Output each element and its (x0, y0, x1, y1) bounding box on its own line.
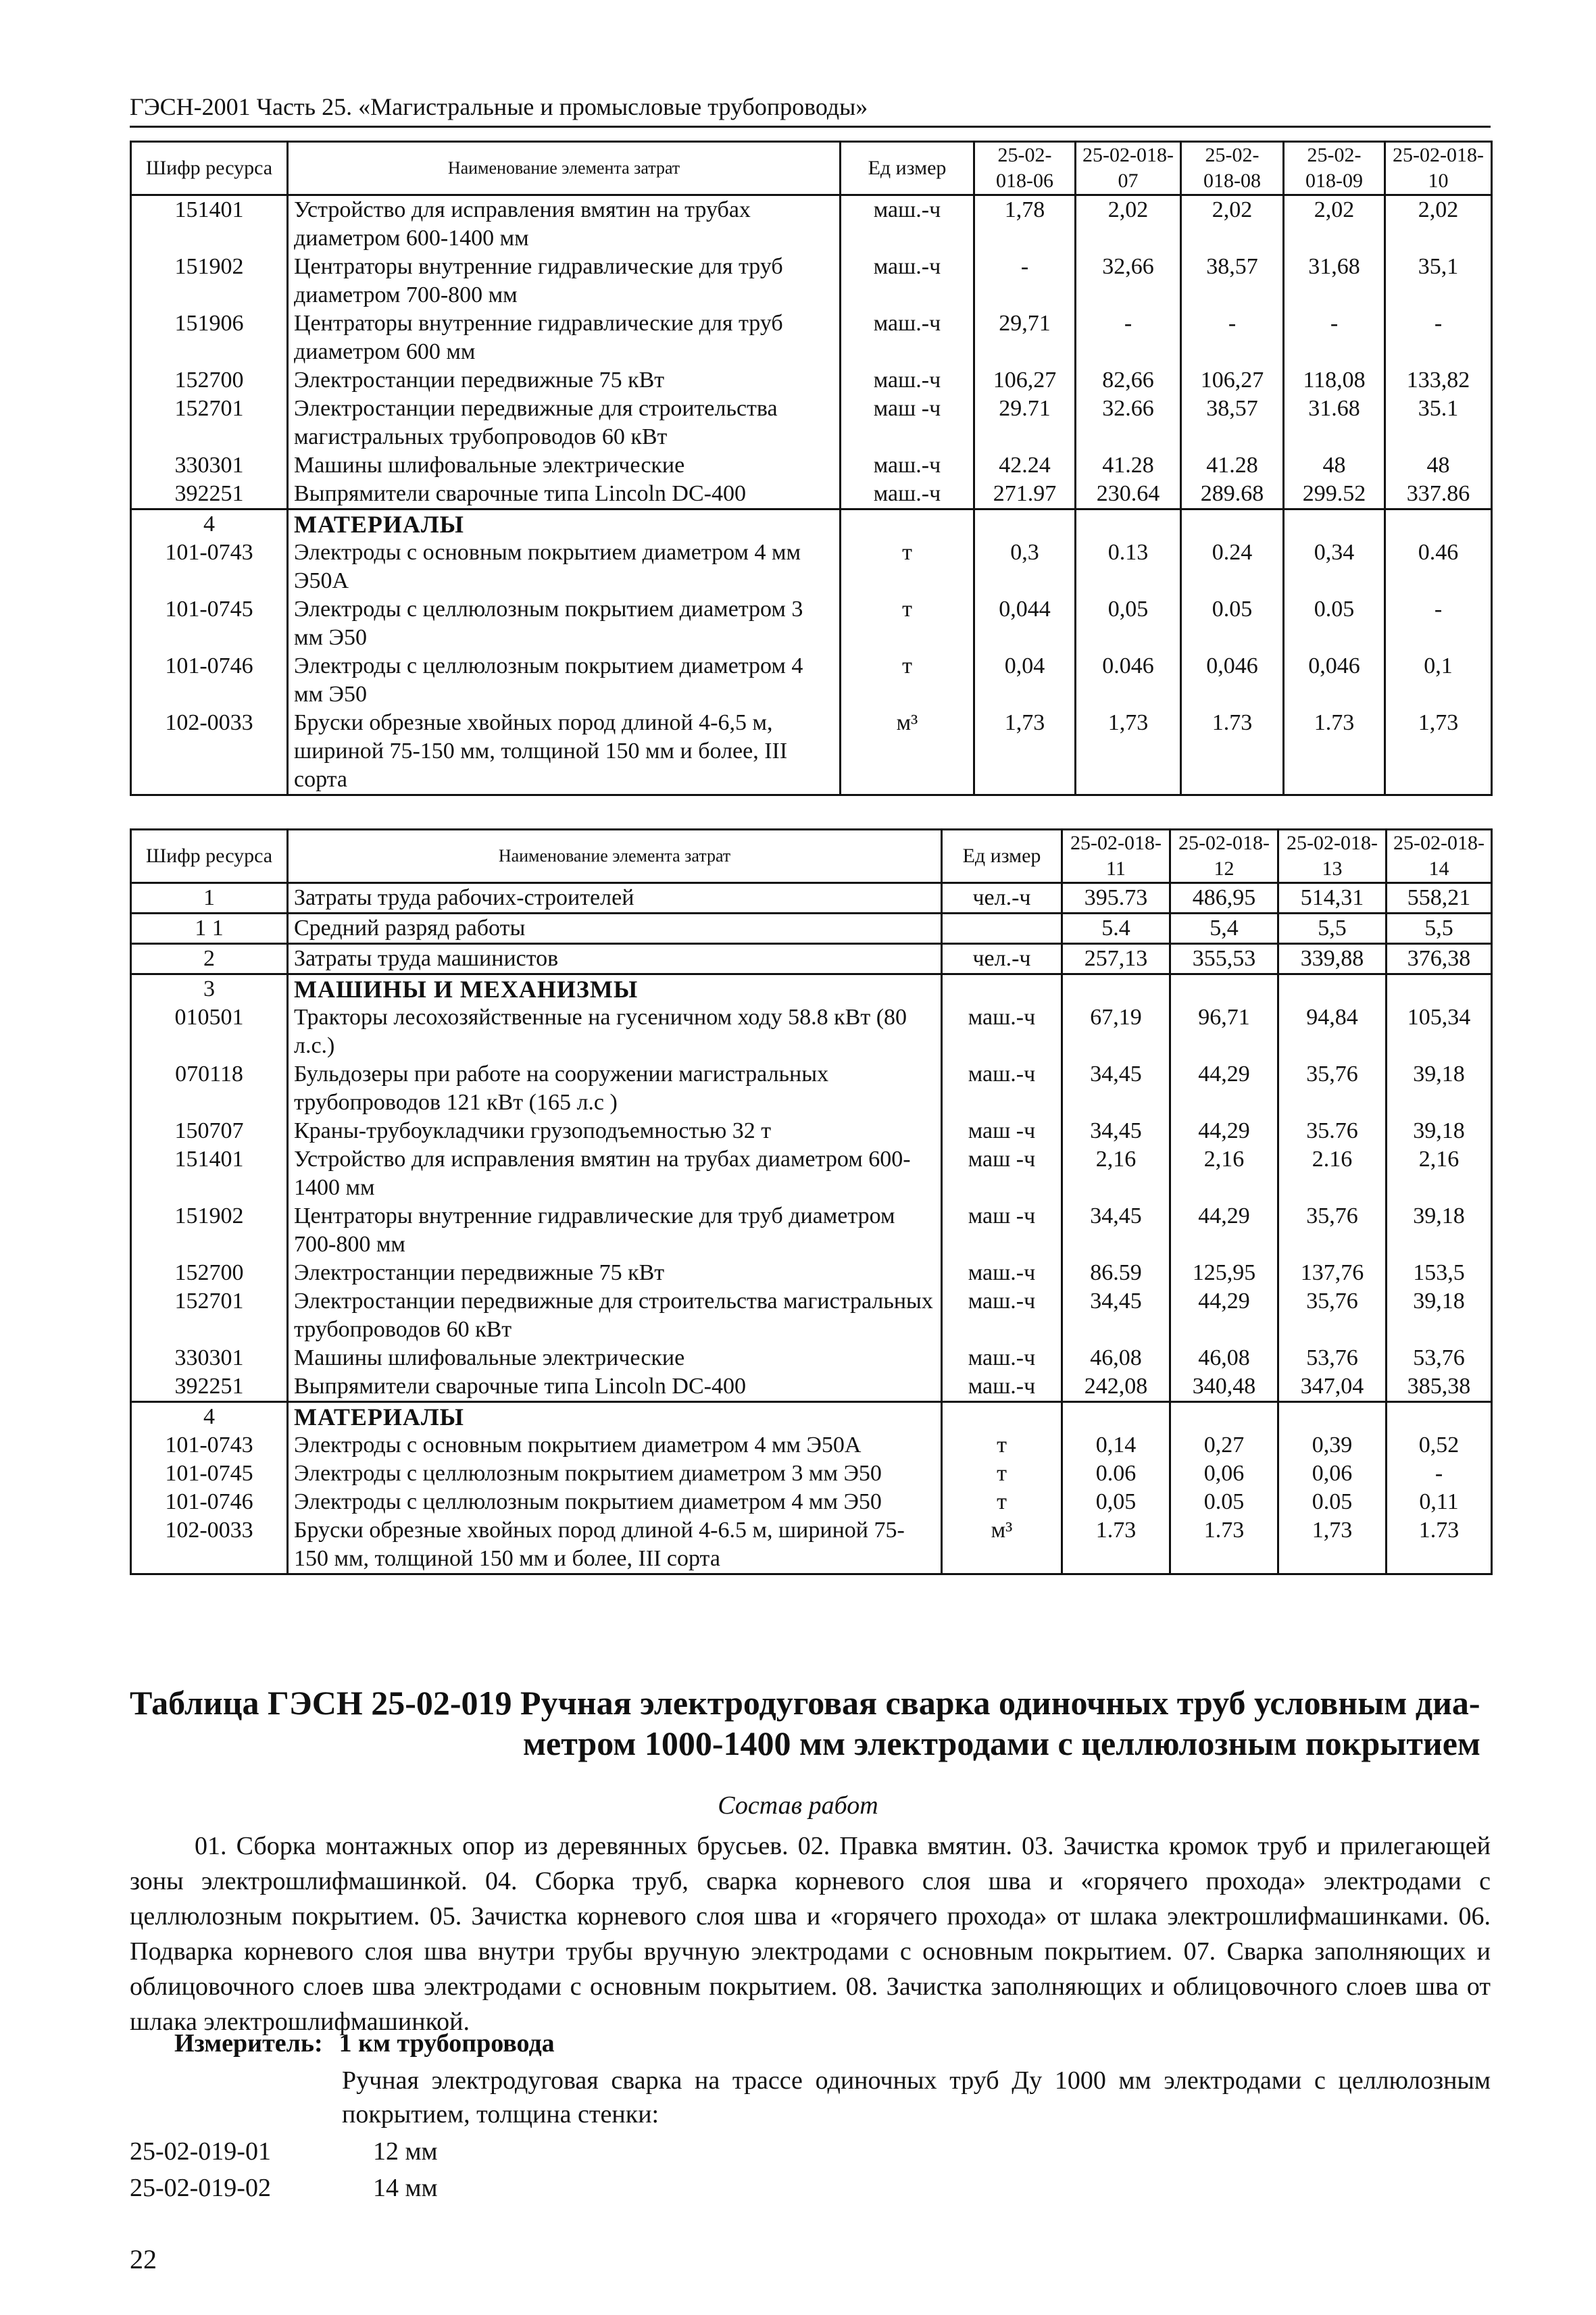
variant-code: 25-02-019-02 (130, 2174, 271, 2202)
norm-value: 2,16 (1387, 1145, 1492, 1202)
measure-label: Измеритель: (174, 2029, 323, 2058)
table-row (131, 395, 1492, 451)
header-resource-code: Шифр ресурса (131, 830, 288, 883)
norm-value: 395.73 (1062, 883, 1170, 914)
norm-value: 35.76 (1278, 1117, 1387, 1145)
norm-value: - (1385, 595, 1492, 652)
norm-value: 0.05 (1278, 1488, 1387, 1516)
norm-value: 347,04 (1278, 1372, 1387, 1402)
norm-value: 35,1 (1385, 253, 1492, 309)
norm-value: - (974, 253, 1076, 309)
resource-code: 151401 (131, 1145, 288, 1202)
unit: маш.-ч (942, 1344, 1062, 1372)
norm-value: 0,52 (1387, 1431, 1492, 1460)
norm-value: 118,08 (1284, 366, 1385, 395)
variant-value: 12 мм (373, 2137, 438, 2166)
norm-value (1170, 1402, 1278, 1432)
work-composition-text: 01. Сборка монтажных опор из деревянных брусьев. 02. Правка вмятин. 03. Зачистка кромок труб и прилегающей зоны электрошлифмашинкой. 04. Сборка труб, сварка корневого слоя шва и «горячего прохода» электродами с целлюлозным покрытием. 05. Зачистка корневого слоя шва и «горячего прохода» от шлака электрошлифмашинками. 06. Подварка корневого слоя шва внутри трубы вручную электродами с основным покрытием. 07. Сварка заполняющих и облицовочного слоев шва электродами с основным покрытием. 08. Зачистка заполняющих и облицовочного слоев шва от шлака электрошлифмашинкой. (130, 1832, 1491, 2036)
element-name: Средний разряд работы (288, 914, 942, 944)
resource-code: 392251 (131, 1372, 288, 1402)
element-name: Выпрямители сварочные типа Lincoln DC-400 (288, 480, 841, 509)
norm-value: 376,38 (1387, 944, 1492, 974)
norm-value: 67,19 (1062, 1003, 1170, 1060)
norm-value: 41.28 (1181, 451, 1284, 480)
norm-value: 31.68 (1284, 395, 1385, 451)
element-name: МАТЕРИАЛЫ (288, 1402, 942, 1432)
norm-value: 35,76 (1278, 1287, 1387, 1344)
header-divider (130, 126, 1491, 128)
table-row (131, 595, 1492, 652)
norm-value: 1,73 (1385, 709, 1492, 795)
resource-code: 151902 (131, 1202, 288, 1259)
table-row (131, 1259, 1492, 1287)
norm-value: 41.28 (1076, 451, 1181, 480)
norm-value: 1,73 (974, 709, 1076, 795)
element-name: Центраторы внутренние гидравлические для труб диаметром 700-800 мм (288, 253, 841, 309)
norm-value: 96,71 (1170, 1003, 1278, 1060)
resource-code: 102-0033 (131, 709, 288, 795)
resource-code: 101-0746 (131, 1488, 288, 1516)
resource-code: 392251 (131, 480, 288, 509)
norm-value: 0.05 (1284, 595, 1385, 652)
norm-value: 0,3 (974, 539, 1076, 595)
element-name: Электростанции передвижные для строительства магистральных трубопроводов 60 кВт (288, 395, 841, 451)
norm-value: 0,39 (1278, 1431, 1387, 1460)
resource-code: 150707 (131, 1117, 288, 1145)
variant-row (130, 2137, 438, 2166)
unit: маш.-ч (942, 1003, 1062, 1060)
norm-value: 46,08 (1170, 1344, 1278, 1372)
norm-value: - (1387, 1460, 1492, 1488)
resource-code: 152701 (131, 395, 288, 451)
table-row (131, 1516, 1492, 1574)
unit: маш.-ч (942, 1259, 1062, 1287)
norm-value: 5,5 (1387, 914, 1492, 944)
norm-value: 514,31 (1278, 883, 1387, 914)
element-name: Электроды с основным покрытием диаметром 4 мм Э50А (288, 1431, 942, 1460)
unit: маш.-ч (942, 1287, 1062, 1344)
norm-value: 34,45 (1062, 1117, 1170, 1145)
element-name: Тракторы лесохозяйственные на гусеничном ходу 58.8 кВт (80 л.с.) (288, 1003, 942, 1060)
unit: маш.-ч (942, 1372, 1062, 1402)
table-row (131, 1460, 1492, 1488)
header-norm-code: 25-02-018-06 (974, 142, 1076, 195)
norm-value: 0,046 (1284, 652, 1385, 709)
resource-code: 151902 (131, 253, 288, 309)
unit: маш.-ч (942, 1060, 1062, 1117)
measure-value: 1 км трубопровода (339, 2029, 555, 2058)
norm-value: 5.4 (1062, 914, 1170, 944)
unit: маш -ч (942, 1202, 1062, 1259)
norm-value: 385,38 (1387, 1372, 1492, 1402)
element-name: Электроды с целлюлозным покрытием диаметром 3 мм Э50 (288, 595, 841, 652)
section-row (131, 974, 1492, 1004)
resource-code: 101-0745 (131, 1460, 288, 1488)
unit: т (841, 539, 974, 595)
unit: т (942, 1431, 1062, 1460)
element-name: Затраты труда рабочих-строителей (288, 883, 942, 914)
table-row (131, 451, 1492, 480)
norm-value: 94,84 (1278, 1003, 1387, 1060)
norm-value (1062, 974, 1170, 1004)
norm-value: 0,06 (1278, 1460, 1387, 1488)
resource-code: 4 (131, 1402, 288, 1432)
unit: маш.-ч (841, 366, 974, 395)
norm-value: 48 (1284, 451, 1385, 480)
unit: маш -ч (841, 395, 974, 451)
resource-code: 151401 (131, 195, 288, 253)
variant-code: 25-02-019-01 (130, 2137, 271, 2166)
header-norm-code: 25-02-018-13 (1278, 830, 1387, 883)
unit: маш.-ч (841, 480, 974, 509)
norm-value: 0,06 (1170, 1460, 1278, 1488)
norm-value: 339,88 (1278, 944, 1387, 974)
header-norm-code: 25-02-018-10 (1385, 142, 1492, 195)
norm-value: 0,05 (1062, 1488, 1170, 1516)
unit: т (942, 1460, 1062, 1488)
table-row (131, 1372, 1492, 1402)
norm-value (1278, 974, 1387, 1004)
element-name: Бруски обрезные хвойных пород длиной 4-6.5 м, шириной 75-150 мм, толщиной 150 мм и более, III сорта (288, 1516, 942, 1574)
table-row (131, 1431, 1492, 1460)
norm-value: 35,76 (1278, 1060, 1387, 1117)
element-name: Машины шлифовальные электрические (288, 1344, 942, 1372)
header-norm-code: 25-02-018-14 (1387, 830, 1492, 883)
unit: м³ (841, 709, 974, 795)
table-row (131, 253, 1492, 309)
section-row (131, 1402, 1492, 1432)
measure-description: Ручная электродуговая сварка на трассе одиночных труб Ду 1000 мм электродами с целлюлозным покрытием, толщина стенки: (342, 2066, 1491, 2129)
norm-value: 1,73 (1076, 709, 1181, 795)
resource-code: 101-0743 (131, 1431, 288, 1460)
norm-value: 0,34 (1284, 539, 1385, 595)
table-title-line2: метром 1000-1400 мм электродами с целлюлозным покрытием (523, 1724, 1480, 1762)
norm-value: 46,08 (1062, 1344, 1170, 1372)
unit (942, 1402, 1062, 1432)
header-norm-code: 25-02-018-07 (1076, 142, 1181, 195)
unit: чел.-ч (942, 944, 1062, 974)
table-title-line1: Таблица ГЭСН 25-02-019 Ручная электродуговая сварка одиночных труб условным диа- (130, 1684, 1480, 1722)
norm-value: 0,04 (974, 652, 1076, 709)
table-row (131, 1003, 1492, 1060)
element-name: Устройство для исправления вмятин на трубах диаметром 600-1400 мм (288, 195, 841, 253)
unit: м³ (942, 1516, 1062, 1574)
norm-value: 34,45 (1062, 1202, 1170, 1259)
norm-value: 39,18 (1387, 1287, 1492, 1344)
resource-code: 4 (131, 509, 288, 539)
norm-value: 29,71 (974, 309, 1076, 366)
norm-value: 355,53 (1170, 944, 1278, 974)
element-name: Центраторы внутренние гидравлические для труб диаметром 600 мм (288, 309, 841, 366)
page-number: 22 (130, 2244, 157, 2274)
resource-code: 330301 (131, 1344, 288, 1372)
norm-value: 2.16 (1278, 1145, 1387, 1202)
resource-code: 1 1 (131, 914, 288, 944)
norm-value: 137,76 (1278, 1259, 1387, 1287)
norm-value: 35,76 (1278, 1202, 1387, 1259)
unit: маш.-ч (841, 195, 974, 253)
element-name: Бульдозеры при работе на сооружении магистральных трубопроводов 121 кВт (165 л.с ) (288, 1060, 942, 1117)
measure-line (174, 2028, 555, 2058)
norm-value: 86.59 (1062, 1259, 1170, 1287)
norm-value: 1.73 (1181, 709, 1284, 795)
norm-value: 133,82 (1385, 366, 1492, 395)
unit (942, 974, 1062, 1004)
table-row (131, 1202, 1492, 1259)
unit: т (841, 652, 974, 709)
resource-code: 152700 (131, 366, 288, 395)
unit: т (942, 1488, 1062, 1516)
table-row (131, 914, 1492, 944)
norm-value: 2,16 (1062, 1145, 1170, 1202)
norm-value: 53,76 (1387, 1344, 1492, 1372)
norm-value (1385, 509, 1492, 539)
norm-value: 1.73 (1387, 1516, 1492, 1574)
element-name: Электроды с целлюлозным покрытием диаметром 4 мм Э50 (288, 1488, 942, 1516)
resource-code: 152700 (131, 1259, 288, 1287)
table-row (131, 1488, 1492, 1516)
norm-value: 31,68 (1284, 253, 1385, 309)
norm-value: - (1181, 309, 1284, 366)
unit: маш -ч (942, 1117, 1062, 1145)
element-name: Электроды с основным покрытием диаметром 4 мм Э50А (288, 539, 841, 595)
norm-value: 34,45 (1062, 1060, 1170, 1117)
norm-value: 39,18 (1387, 1202, 1492, 1259)
norm-value: 38,57 (1181, 253, 1284, 309)
norm-value: 35.1 (1385, 395, 1492, 451)
norm-value: 0.05 (1181, 595, 1284, 652)
norm-value: 1,78 (974, 195, 1076, 253)
norm-value: 2,16 (1170, 1145, 1278, 1202)
norm-value: 39,18 (1387, 1060, 1492, 1117)
element-name: МАШИНЫ И МЕХАНИЗМЫ (288, 974, 942, 1004)
norm-value: 42.24 (974, 451, 1076, 480)
table-header-row (131, 830, 1492, 883)
element-name: Электростанции передвижные для строительства магистральных трубопроводов 60 кВт (288, 1287, 942, 1344)
norm-value (1284, 509, 1385, 539)
table-header-row (131, 142, 1492, 195)
element-name: Бруски обрезные хвойных пород длиной 4-6,5 м, шириной 75-150 мм, толщиной 150 мм и более, III сорта (288, 709, 841, 795)
norm-value: 1,73 (1278, 1516, 1387, 1574)
norm-value: 82,66 (1076, 366, 1181, 395)
element-name: Электроды с целлюлозным покрытием диаметром 4 мм Э50 (288, 652, 841, 709)
norm-value (1387, 1402, 1492, 1432)
resource-code: 101-0743 (131, 539, 288, 595)
norm-value: 0.46 (1385, 539, 1492, 595)
resource-code: 070118 (131, 1060, 288, 1117)
element-name: Краны-трубоукладчики грузоподъемностью 32 т (288, 1117, 942, 1145)
norm-value (974, 509, 1076, 539)
norm-value: 44,29 (1170, 1060, 1278, 1117)
unit: маш.-ч (841, 309, 974, 366)
header-norm-code: 25-02-018-11 (1062, 830, 1170, 883)
norm-value: 38,57 (1181, 395, 1284, 451)
element-name: Электростанции передвижные 75 кВт (288, 1259, 942, 1287)
norm-value: 0.06 (1062, 1460, 1170, 1488)
element-name: Электростанции передвижные 75 кВт (288, 366, 841, 395)
unit (942, 914, 1062, 944)
variant-value: 14 мм (373, 2174, 438, 2202)
resource-code: 1 (131, 883, 288, 914)
element-name: Центраторы внутренние гидравлические для труб диаметром 700-800 мм (288, 1202, 942, 1259)
norm-value: 0.13 (1076, 539, 1181, 595)
norm-value: 230.64 (1076, 480, 1181, 509)
unit (841, 509, 974, 539)
norm-value: 106,27 (1181, 366, 1284, 395)
norm-value: 32,66 (1076, 253, 1181, 309)
norm-value: 242,08 (1062, 1372, 1170, 1402)
norm-value: 44,29 (1170, 1287, 1278, 1344)
resource-code: 2 (131, 944, 288, 974)
norm-value: 257,13 (1062, 944, 1170, 974)
norm-value: 2,02 (1385, 195, 1492, 253)
norm-value: 2,02 (1076, 195, 1181, 253)
resource-table-018-06-10 (130, 141, 1493, 796)
element-name: Машины шлифовальные электрические (288, 451, 841, 480)
norm-value: 486,95 (1170, 883, 1278, 914)
header-resource-code: Шифр ресурса (131, 142, 288, 195)
unit: маш.-ч (841, 451, 974, 480)
norm-value: 48 (1385, 451, 1492, 480)
header-norm-code: 25-02-018-09 (1284, 142, 1385, 195)
table-row (131, 1287, 1492, 1344)
element-name: Затраты труда машинистов (288, 944, 942, 974)
work-composition-heading: Состав работ (718, 1791, 878, 1820)
norm-value: - (1284, 309, 1385, 366)
table-title (130, 1683, 1491, 1764)
resource-table-018-11-14 (130, 828, 1493, 1575)
table-row (131, 1344, 1492, 1372)
norm-value: 0,27 (1170, 1431, 1278, 1460)
norm-value (1062, 1402, 1170, 1432)
norm-value: 105,34 (1387, 1003, 1492, 1060)
element-name: Устройство для исправления вмятин на трубах диаметром 600-1400 мм (288, 1145, 942, 1202)
norm-value: - (1076, 309, 1181, 366)
unit: т (841, 595, 974, 652)
table-row (131, 366, 1492, 395)
resource-code: 102-0033 (131, 1516, 288, 1574)
norm-value (1170, 974, 1278, 1004)
norm-value: 1.73 (1170, 1516, 1278, 1574)
element-name: Электроды с целлюлозным покрытием диаметром 3 мм Э50 (288, 1460, 942, 1488)
table-row (131, 1117, 1492, 1145)
table-row (131, 1145, 1492, 1202)
header-element-name: Наименование элемента затрат (288, 830, 942, 883)
header-unit: Ед измер (841, 142, 974, 195)
resource-code: 101-0746 (131, 652, 288, 709)
unit: маш -ч (942, 1145, 1062, 1202)
norm-value: - (1385, 309, 1492, 366)
norm-value: 5,5 (1278, 914, 1387, 944)
norm-value: 44,29 (1170, 1202, 1278, 1259)
norm-value: 29.71 (974, 395, 1076, 451)
norm-value: 5,4 (1170, 914, 1278, 944)
norm-value: 44,29 (1170, 1117, 1278, 1145)
norm-value: 32.66 (1076, 395, 1181, 451)
norm-value: 558,21 (1387, 883, 1492, 914)
table-row (131, 480, 1492, 509)
norm-value: 39,18 (1387, 1117, 1492, 1145)
norm-value: 0,046 (1181, 652, 1284, 709)
norm-value: 2,02 (1284, 195, 1385, 253)
norm-value (1387, 974, 1492, 1004)
norm-value: 153,5 (1387, 1259, 1492, 1287)
header-norm-code: 25-02-018-12 (1170, 830, 1278, 883)
norm-value: 1.73 (1062, 1516, 1170, 1574)
norm-value: 0.046 (1076, 652, 1181, 709)
norm-value: 0.24 (1181, 539, 1284, 595)
norm-value: 289.68 (1181, 480, 1284, 509)
header-unit: Ед измер (942, 830, 1062, 883)
resource-code: 101-0745 (131, 595, 288, 652)
resource-code: 330301 (131, 451, 288, 480)
norm-value: 340,48 (1170, 1372, 1278, 1402)
norm-value (1181, 509, 1284, 539)
norm-value: 2,02 (1181, 195, 1284, 253)
norm-value: 34,45 (1062, 1287, 1170, 1344)
variant-row (130, 2173, 438, 2203)
header-element-name: Наименование элемента затрат (288, 142, 841, 195)
section-row (131, 509, 1492, 539)
table-row (131, 944, 1492, 974)
norm-value (1278, 1402, 1387, 1432)
resource-code: 151906 (131, 309, 288, 366)
norm-value: 0,11 (1387, 1488, 1492, 1516)
norm-value: 0,05 (1076, 595, 1181, 652)
norm-value: 53,76 (1278, 1344, 1387, 1372)
table-row (131, 539, 1492, 595)
page-header: ГЭСН-2001 Часть 25. «Магистральные и промысловые трубопроводы» (130, 93, 868, 120)
table-row (131, 883, 1492, 914)
resource-code: 010501 (131, 1003, 288, 1060)
resource-code: 3 (131, 974, 288, 1004)
norm-value: 271.97 (974, 480, 1076, 509)
norm-value: 0,1 (1385, 652, 1492, 709)
norm-value: 0.05 (1170, 1488, 1278, 1516)
norm-value: 1.73 (1284, 709, 1385, 795)
norm-value: 0,14 (1062, 1431, 1170, 1460)
header-norm-code: 25-02-018-08 (1181, 142, 1284, 195)
element-name: МАТЕРИАЛЫ (288, 509, 841, 539)
norm-value: 0,044 (974, 595, 1076, 652)
table-row (131, 709, 1492, 795)
element-name: Выпрямители сварочные типа Lincoln DC-400 (288, 1372, 942, 1402)
norm-value: 125,95 (1170, 1259, 1278, 1287)
table-row (131, 652, 1492, 709)
norm-value: 299.52 (1284, 480, 1385, 509)
table-row (131, 195, 1492, 253)
norm-value: 106,27 (974, 366, 1076, 395)
norm-value (1076, 509, 1181, 539)
table-row (131, 309, 1492, 366)
resource-code: 152701 (131, 1287, 288, 1344)
table-row (131, 1060, 1492, 1117)
unit: чел.-ч (942, 883, 1062, 914)
unit: маш.-ч (841, 253, 974, 309)
norm-value: 337.86 (1385, 480, 1492, 509)
